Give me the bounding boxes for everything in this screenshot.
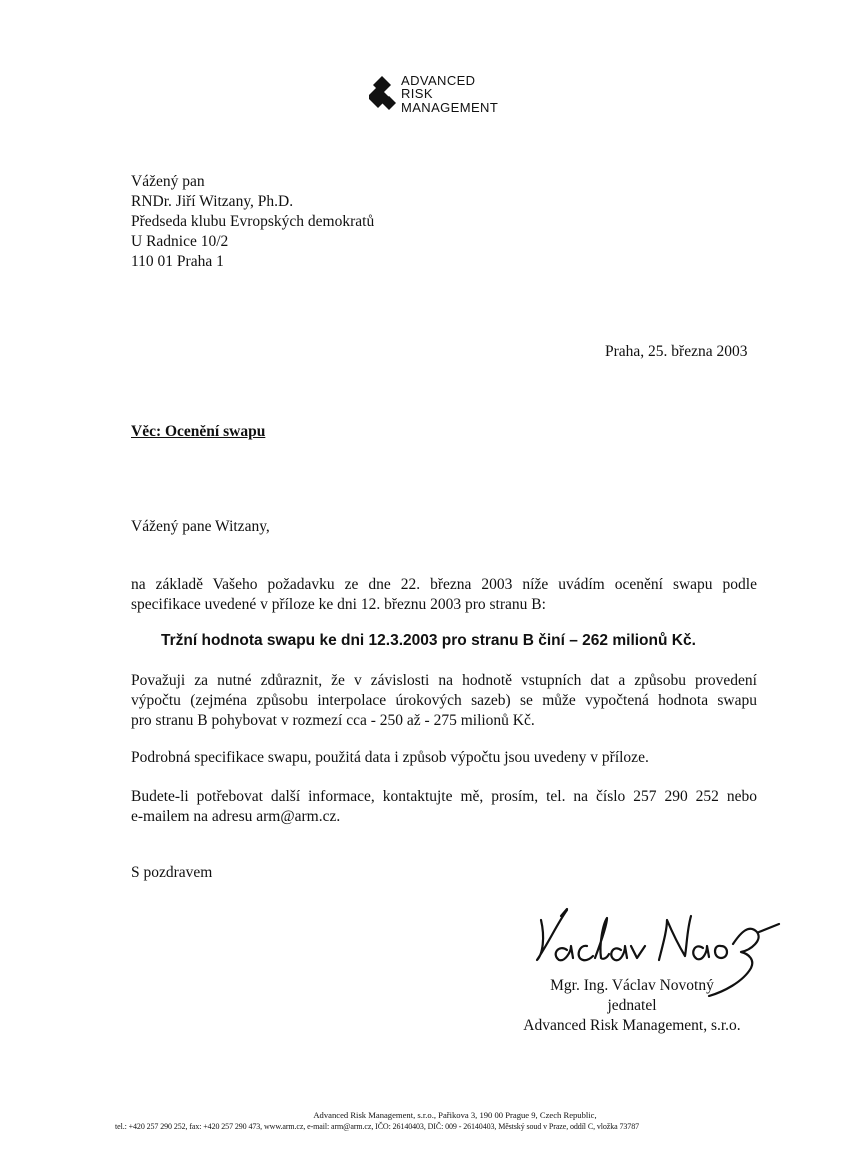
recipient-greeting: Vážený pan (131, 173, 205, 190)
paragraph-caveat (131, 671, 757, 731)
letter-date: Praha, 25. března 2003 (605, 343, 748, 360)
diamond-logo-icon (369, 75, 403, 113)
paragraph-line: specifikace uvedené v příloze ke dni 12. březnu 2003 pro stranu B: (131, 596, 546, 613)
paragraph-attachment (131, 748, 757, 768)
paragraph-line: pro stranu B pohybovat v rozmezí cca - 250 až - 275 milionů Kč. (131, 712, 535, 729)
recipient-city: 110 01 Praha 1 (131, 253, 224, 270)
paragraph-contact (131, 787, 757, 827)
paragraph-line: Považuji za nutné zdůraznit, že v závislosti na hodnotě vstupních dat a způsobu provedení (131, 672, 757, 689)
signer-company: Advanced Risk Management, s.r.o. (523, 1017, 741, 1034)
company-logo (369, 73, 529, 117)
logo-line-1: ADVANCED (401, 73, 476, 88)
logo-line-3: MANAGEMENT (401, 99, 499, 115)
logo-wordmark (401, 74, 498, 114)
paragraph-intro (131, 575, 757, 615)
letter-subject: Věc: Ocenění swapu (131, 423, 266, 440)
signer-block (514, 976, 750, 1036)
recipient-title: Předseda klubu Evropských demokratů (131, 213, 375, 230)
salutation: Vážený pane Witzany, (131, 518, 270, 535)
logo-line-2: RISK (401, 86, 433, 102)
recipient-street: U Radnice 10/2 (131, 233, 229, 250)
paragraph-line: výpočtu (zejména způsobu interpolace úrokových sazeb) se může vypočtená hodnota swapu (131, 692, 757, 709)
footer-address: Advanced Risk Management, s.r.o., Pařikova 3, 190 00 Prague 9, Czech Republic, (313, 1110, 597, 1120)
paragraph-line: na základě Vašeho požadavku ze dne 22. března 2003 níže uvádím ocenění swapu podle (131, 576, 757, 593)
paragraph-line: Podrobná specifikace swapu, použitá data i způsob výpočtu jsou uvedeny v příloze. (131, 749, 649, 766)
paragraph-line: e-mailem na adresu arm@arm.cz. (131, 808, 341, 825)
closing: S pozdravem (131, 864, 213, 881)
signer-name: Mgr. Ing. Václav Novotný (550, 977, 714, 994)
valuation-highlight: Tržní hodnota swapu ke dni 12.3.2003 pro stranu B činí – 262 milionů Kč. (161, 632, 696, 649)
letter-footer (60, 1109, 850, 1133)
recipient-address (131, 172, 374, 272)
paragraph-line: Budete-li potřebovat další informace, kontaktujte mě, prosím, tel. na číslo 257 290 252 nebo (131, 788, 757, 805)
recipient-name: RNDr. Jiří Witzany, Ph.D. (131, 193, 294, 210)
footer-contacts: tel.: +420 257 290 252, fax: +420 257 290 473, www.arm.cz, e-mail: arm@arm.cz, IČO: 26140403, DIČ: 009 - 26140403, Městský soud v Praze, oddíl C, vložka 73787 (115, 1122, 639, 1131)
signer-role: jednatel (607, 997, 657, 1014)
